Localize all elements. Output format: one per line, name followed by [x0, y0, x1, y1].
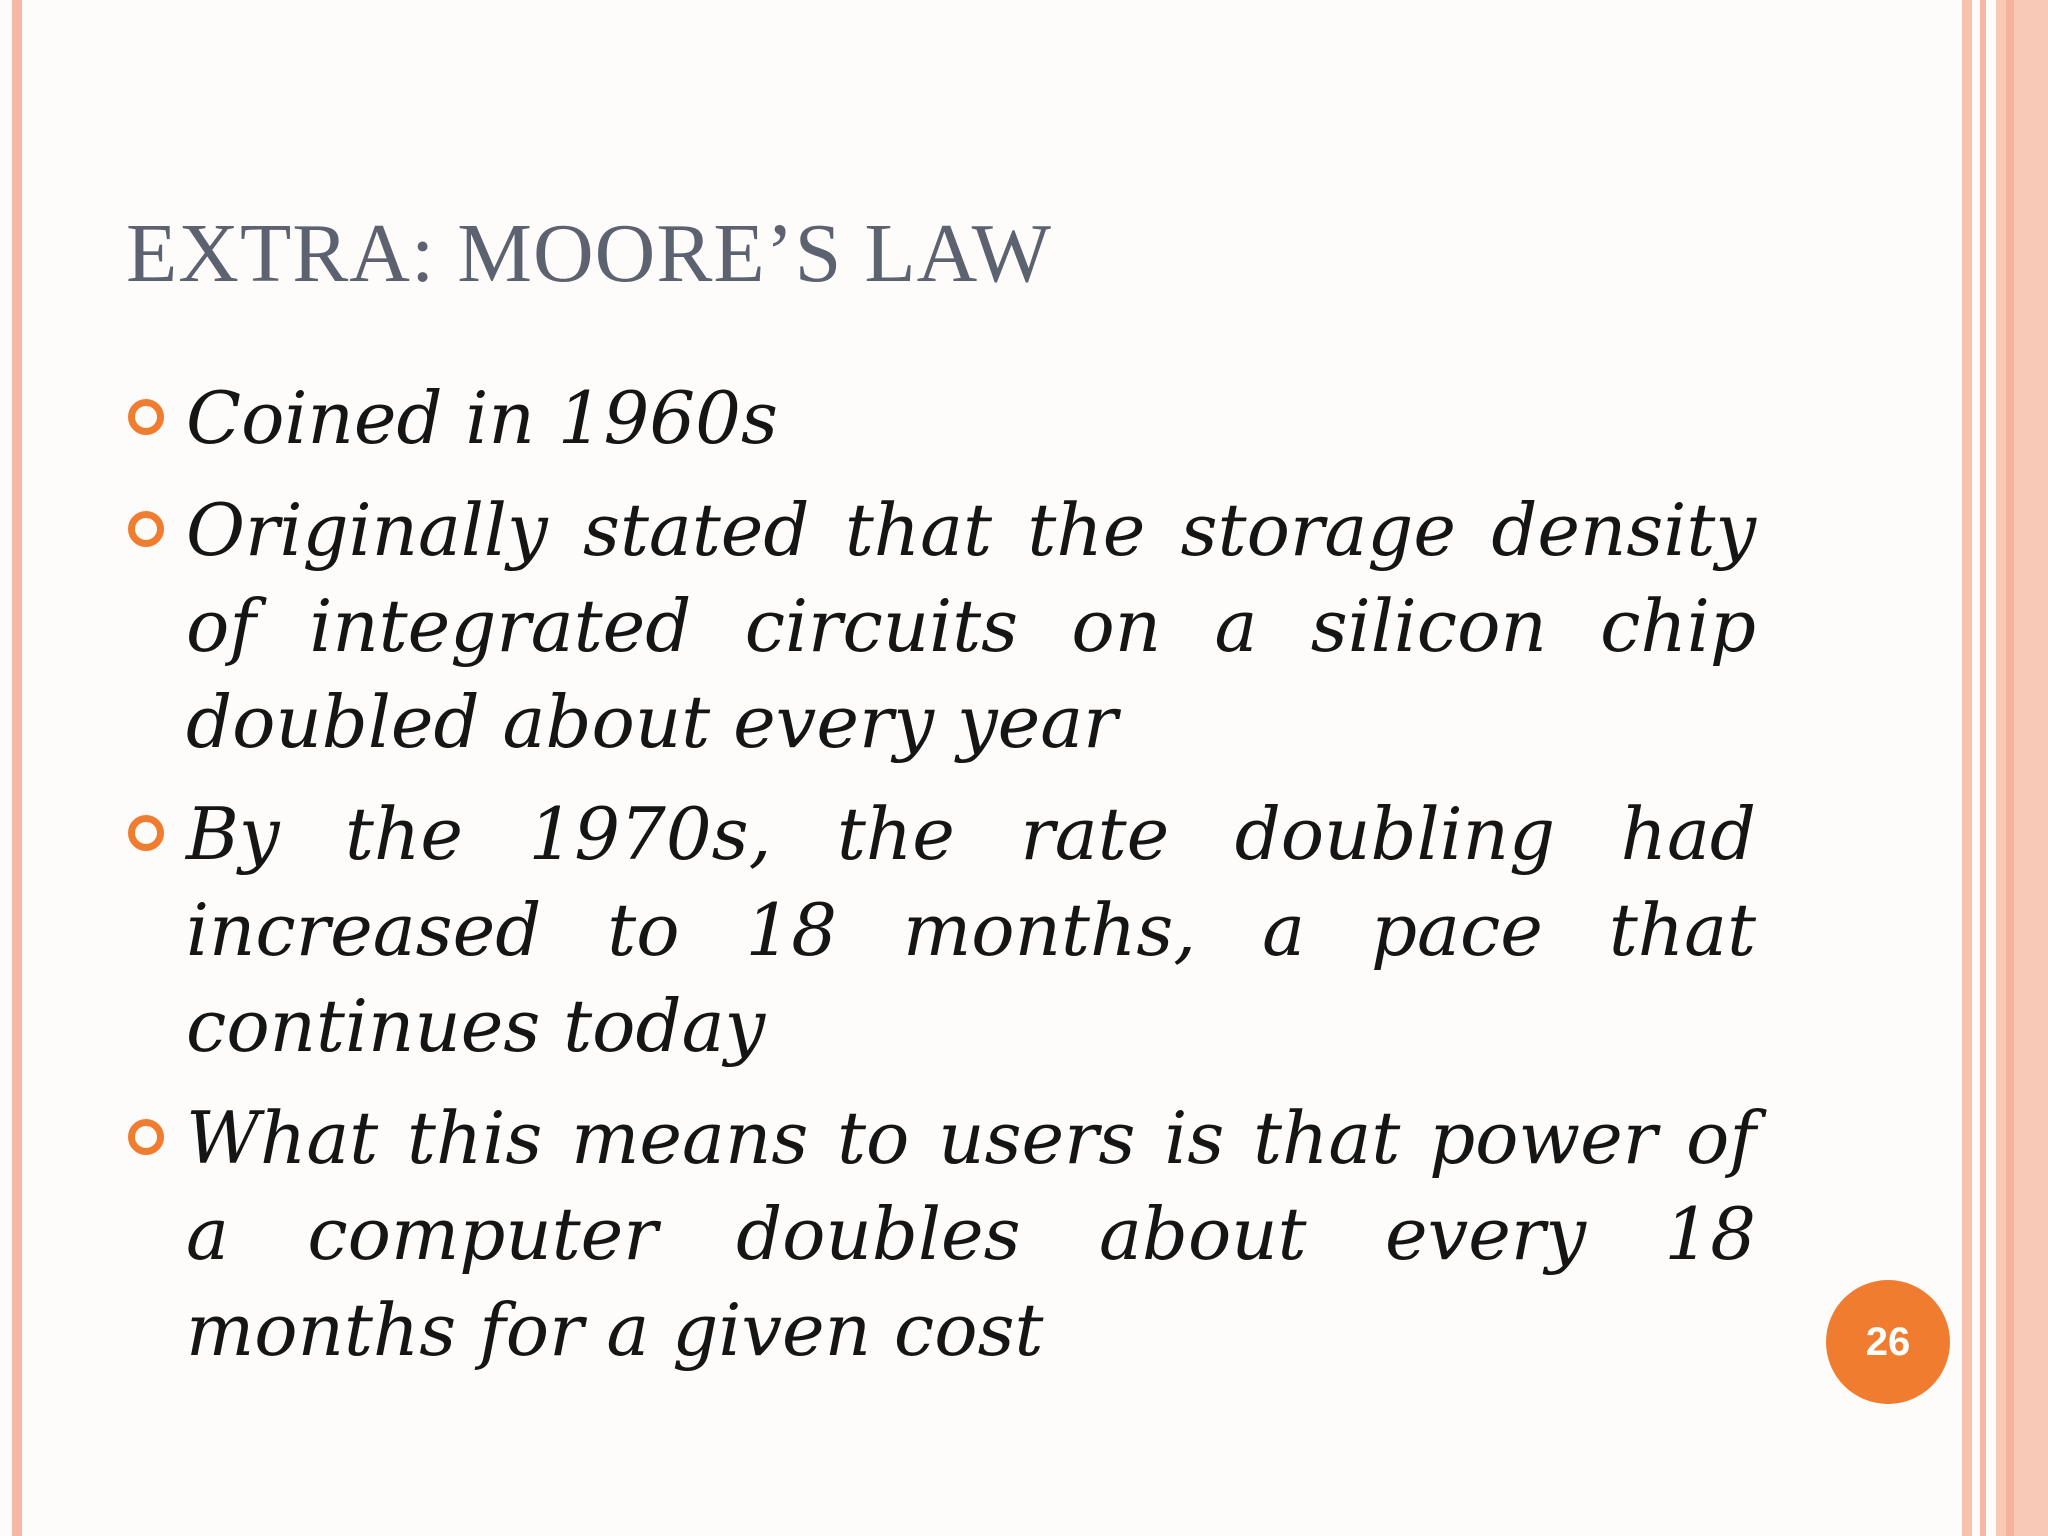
right-stripe-2	[1980, 0, 1986, 1536]
bullet-item	[126, 786, 1756, 1074]
right-stripe-1	[1962, 0, 1972, 1536]
slide-title: EXTRA: MOORE’S LAW	[126, 207, 1052, 300]
hollow-circle-bullet-icon	[128, 399, 164, 435]
right-stripe-3	[1996, 0, 2048, 1536]
hollow-circle-bullet-icon	[128, 815, 164, 851]
right-border-stripes	[1962, 0, 2048, 1536]
left-border-stripe	[12, 0, 22, 1536]
bullet-text: Originally stated that the storage density of integrated circuits on a silicon chip doubled about every year	[186, 488, 1756, 764]
bullet-text: Coined in 1960s	[186, 376, 778, 460]
page-number-badge: 26	[1826, 1280, 1950, 1404]
bullet-item	[126, 1090, 1756, 1378]
right-stripe-4	[2006, 0, 2014, 1536]
hollow-circle-bullet-icon	[128, 1119, 164, 1155]
bullet-text: What this means to users is that power of a computer doubles about every 18 months for a given cost	[186, 1096, 1756, 1372]
bullet-text: By the 1970s, the rate doubling had increased to 18 months, a pace that continues today	[186, 792, 1756, 1068]
hollow-circle-bullet-icon	[128, 511, 164, 547]
bullet-list	[126, 370, 1756, 1394]
bullet-item	[126, 482, 1756, 770]
bullet-item	[126, 370, 1756, 466]
